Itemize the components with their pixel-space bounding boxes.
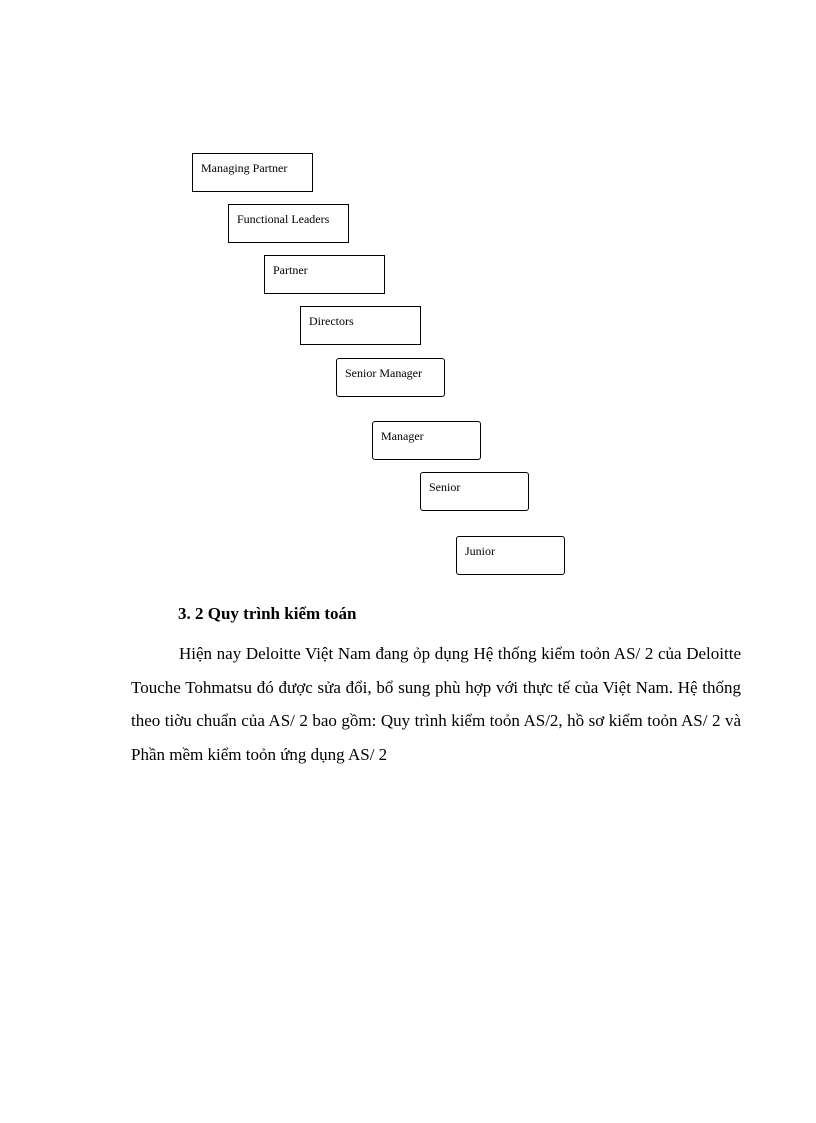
body-paragraph: Hiện nay Deloitte Việt Nam đang ỏp dụng Hệ thống kiểm toỏn AS/ 2 của Deloitte Touche Tohmatsu đó được sửa đổi, bổ sung phù hợp với thực tế của Việt Nam. Hệ thống theo tiờu chuẩn của AS/ 2 bao gồm: Quy trình kiểm toỏn AS/2, hồ sơ kiểm toỏn AS/ 2 và Phần mềm kiểm toỏn ứng dụng AS/ 2 <box>131 644 741 764</box>
org-box-directors: Directors <box>300 306 421 345</box>
org-box-functional-leaders: Functional Leaders <box>228 204 349 243</box>
org-box-senior-manager: Senior Manager <box>336 358 445 397</box>
org-box-senior: Senior <box>420 472 529 511</box>
org-box-manager: Manager <box>372 421 481 460</box>
org-box-partner: Partner <box>264 255 385 294</box>
org-box-managing-partner: Managing Partner <box>192 153 313 192</box>
org-box-junior: Junior <box>456 536 565 575</box>
section-heading: 3. 2 Quy trình kiểm toán <box>178 604 357 623</box>
